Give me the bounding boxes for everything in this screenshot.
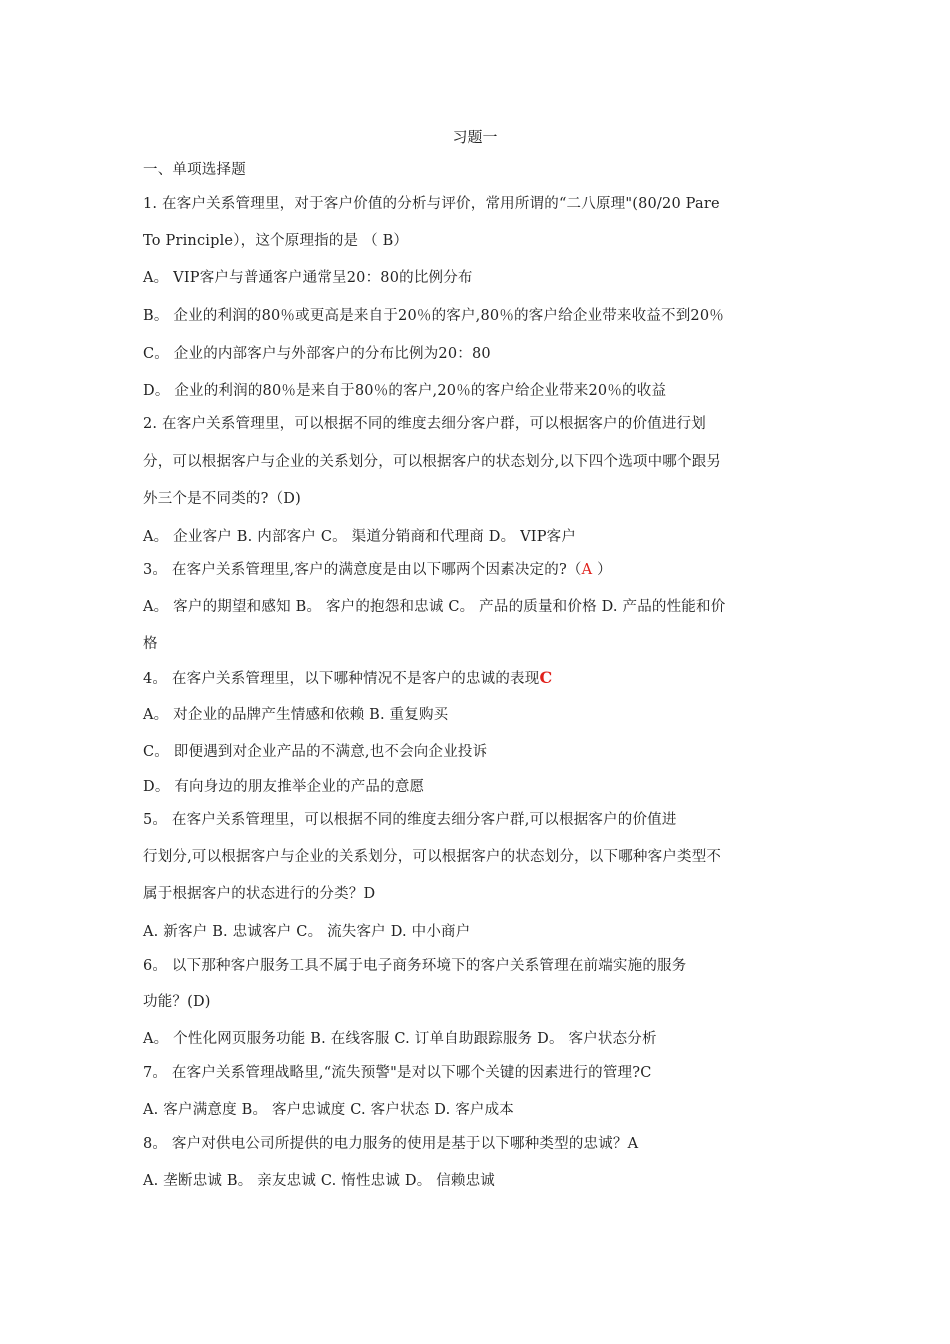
question-8-text: 8。 客户对供电公司所提供的电力服务的使用是基于以下哪种类型的忠诚？A: [143, 1136, 639, 1152]
question-4-option: A。 对企业的品牌产生情感和依赖 B. 重复购买: [143, 707, 449, 723]
question-5-option: A. 新客户 B. 忠诚客户 C。 流失客户 D. 中小商户: [143, 924, 471, 940]
question-1-option: C。 企业的内部客户与外部客户的分布比例为20：80: [143, 346, 491, 362]
question-6-text: 功能？(D): [143, 994, 211, 1010]
question-5-text: 5。 在客户关系管理里，可以根据不同的维度去细分客户群,可以根据客户的价值进: [143, 812, 677, 828]
question-3-answer: A: [581, 562, 593, 578]
section-heading: 一、单项选择题: [143, 162, 246, 178]
question-8-option: A. 垄断忠诚 B。 亲友忠诚 C. 惰性忠诚 D。 信赖忠诚: [143, 1173, 496, 1189]
question-1-text: 1. 在客户关系管理里，对于客户价值的分析与评价，常用所谓的“二八原理"(80/20 Pare: [143, 196, 720, 212]
question-6-text: 6。 以下那种客户服务工具不属于电子商务环境下的客户关系管理在前端实施的服务: [143, 958, 687, 974]
question-4-text: [143, 668, 808, 689]
question-7-option: A. 客户满意度 B。 客户忠诚度 C. 客户状态 D. 客户成本: [143, 1102, 515, 1118]
question-6-option: A。 个性化网页服务功能 B. 在线客服 C. 订单自助跟踪服务 D。 客户状态分析: [143, 1031, 657, 1047]
question-1-option: D。 企业的利润的80％是来自于80％的客户,20％的客户给企业带来20％的收益: [143, 383, 667, 399]
question-3-option: 格: [143, 636, 158, 652]
question-2-option: A。 企业客户 B. 内部客户 C。 渠道分销商和代理商 D。 VIP客户: [143, 529, 577, 545]
question-5-text: 行划分,可以根据客户与企业的关系划分，可以根据客户的状态划分，以下哪种客户类型不: [143, 849, 722, 865]
question-1-option: A。 VIP客户与普通客户通常呈20：80的比例分布: [143, 270, 473, 286]
question-3-text: [143, 560, 808, 580]
question-3-option: A。 客户的期望和感知 B。 客户的抱怨和忠诚 C。 产品的质量和价格 D. 产品的性能和价: [143, 599, 726, 615]
question-1-option: B。 企业的利润的80％或更高是来自于20％的客户,80％的客户给企业带来收益不到20％: [143, 308, 724, 324]
question-5-text: 属于根据客户的状态进行的分类？D: [143, 886, 376, 902]
question-1-text: To Principle），这个原理指的是 （ B）: [143, 233, 409, 249]
question-4-prefix: 4。 在客户关系管理里，以下哪种情况不是客户的忠诚的表现: [143, 671, 540, 687]
question-7-text: 7。 在客户关系管理战略里,“流失预警"是对以下哪个关键的因素进行的管理?C: [143, 1065, 652, 1081]
question-2-text: 2. 在客户关系管理里，可以根据不同的维度去细分客户群，可以根据客户的价值进行划: [143, 416, 706, 432]
question-2-text: 外三个是不同类的?（D): [143, 491, 301, 507]
question-4-answer: C: [539, 668, 553, 687]
question-4-option: C。 即便遇到对企业产品的不满意,也不会向企业投诉: [143, 744, 488, 760]
question-3-suffix: ）: [592, 562, 612, 578]
question-3-prefix: 3。 在客户关系管理里,客户的满意度是由以下哪两个因素决定的?（: [143, 562, 582, 578]
page-title: 习题一: [452, 128, 498, 146]
question-2-text: 分，可以根据客户与企业的关系划分，可以根据客户的状态划分,以下四个选项中哪个跟另: [143, 454, 722, 470]
question-4-option: D。 有向身边的朋友推举企业的产品的意愿: [143, 779, 425, 795]
